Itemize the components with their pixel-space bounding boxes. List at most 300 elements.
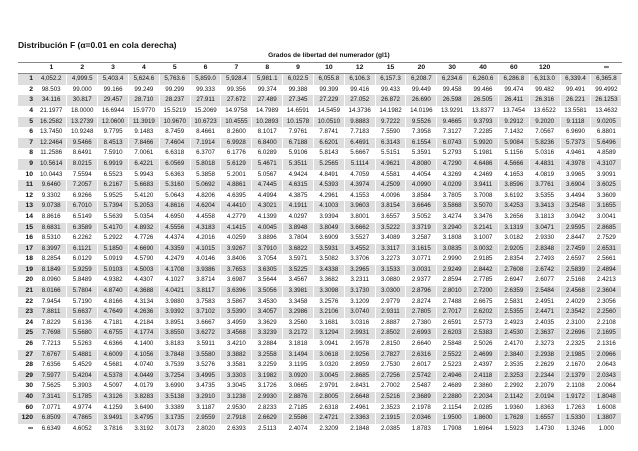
table-body (18, 74, 622, 435)
table-cell: 5.4120 (128, 191, 159, 202)
table-cell: 4.0297 (283, 212, 314, 223)
table-cell: 10.1578 (283, 117, 314, 128)
table-cell: 9.6460 (36, 180, 67, 191)
table-cell: 3.6557 (375, 212, 406, 223)
table-row (18, 201, 622, 212)
table-cell: 6.6201 (313, 138, 344, 149)
table-cell: 30.817 (67, 95, 98, 106)
table-cell: 27.345 (283, 95, 314, 106)
table-cell: 1.6557 (529, 413, 560, 424)
table-cell: 5.0567 (252, 170, 283, 181)
row-header-denominator-df: 26 (18, 339, 36, 350)
table-cell: 5.5263 (67, 339, 98, 350)
table-cell: 2.8354 (498, 254, 529, 265)
table-cell: 2.1978 (406, 403, 437, 414)
table-cell: 2.1695 (591, 328, 622, 339)
table-cell: 2.5026 (468, 339, 499, 350)
row-header-denominator-df: 23 (18, 307, 36, 318)
table-cell: 2.4894 (591, 265, 622, 276)
table-cell: 4.8932 (128, 223, 159, 234)
table-cell: 2.0064 (591, 381, 622, 392)
table-cell: 6.8400 (252, 138, 283, 149)
table-cell: 9.0205 (591, 117, 622, 128)
table-cell: 9.4665 (437, 117, 468, 128)
table-row (18, 233, 622, 244)
table-cell: 2.9330 (529, 233, 560, 244)
table-cell: 4.8616 (159, 201, 190, 212)
table-cell: 2.0285 (468, 403, 499, 414)
table-cell: 1.5330 (560, 413, 591, 424)
table-cell: 2.9185 (468, 254, 499, 265)
column-header-row (18, 62, 622, 74)
table-cell: 3.3882 (221, 350, 252, 361)
table-cell: 6.2262 (67, 233, 98, 244)
table-cell: 3.8948 (283, 223, 314, 234)
table-cell: 4.5378 (98, 371, 129, 382)
table-cell: 4.2479 (159, 254, 190, 265)
table-cell: 2.5848 (437, 339, 468, 350)
table-cell: 21.1977 (36, 106, 67, 117)
table-cell: 15.2069 (190, 106, 221, 117)
table-cell: 4.4410 (221, 201, 252, 212)
table-row (18, 74, 622, 85)
table-cell: 5.5680 (67, 328, 98, 339)
table-cell: 4.5393 (313, 180, 344, 191)
table-cell: 5.3903 (67, 381, 98, 392)
table-cell: 2.5168 (560, 275, 591, 286)
table-cell: 3.1238 (221, 392, 252, 403)
table-row (18, 223, 622, 234)
table-cell: 3.4089 (375, 233, 406, 244)
table-cell: 3.2106 (313, 307, 344, 318)
table-cell: 3.7539 (159, 360, 190, 371)
table-cell: 6.8509 (36, 413, 67, 424)
table-cell: 2.4035 (529, 318, 560, 329)
column-header: 15 (375, 62, 406, 74)
table-cell: 2.5661 (591, 254, 622, 265)
table-cell: 2.2880 (437, 392, 468, 403)
table-cell: 4,999.5 (67, 74, 98, 85)
table-row (18, 328, 622, 339)
table-cell: 4.6950 (159, 212, 190, 223)
table-cell: 4.2469 (468, 170, 499, 181)
table-cell: 3.4530 (252, 297, 283, 308)
table-cell: 7.8229 (36, 318, 67, 329)
table-cell: 5.3591 (406, 148, 437, 159)
table-cell: 4.2509 (375, 180, 406, 191)
row-header-denominator-df: 13 (18, 201, 36, 212)
table-cell: 26.1253 (591, 95, 622, 106)
table-cell: 3.0045 (313, 371, 344, 382)
table-cell: 5.7373 (560, 138, 591, 149)
table-cell: 3.1209 (344, 297, 375, 308)
row-header-denominator-df: 24 (18, 318, 36, 329)
table-cell: 8.2854 (36, 254, 67, 265)
table-cell: 4.1259 (98, 403, 129, 414)
table-cell: 2.7488 (437, 297, 468, 308)
table-cell: 2.4961 (344, 403, 375, 414)
table-cell: 3.0182 (498, 233, 529, 244)
table-cell: 3.1726 (252, 381, 283, 392)
table-cell: 3.5082 (313, 254, 344, 265)
table-cell: 2.9791 (313, 381, 344, 392)
table-cell: 1.8600 (468, 413, 499, 424)
table-cell: 2.7805 (406, 307, 437, 318)
table-cell: 5.7394 (98, 201, 129, 212)
table-cell: 3.4494 (560, 191, 591, 202)
table-cell: 18.0000 (67, 106, 98, 117)
table-cell: 4.6315 (283, 180, 314, 191)
table-cell: 7.1914 (190, 138, 221, 149)
row-header-denominator-df: 2 (18, 85, 36, 96)
table-cell: 5.6637 (67, 307, 98, 318)
table-cell: 7.6356 (36, 360, 67, 371)
table-cell: 2.4074 (283, 424, 314, 435)
table-cell: 26.690 (406, 95, 437, 106)
table-cell: 4.8589 (591, 148, 622, 159)
table-cell: 10.9248 (67, 127, 98, 138)
table-cell: 26.411 (498, 95, 529, 106)
table-cell: 6,022.5 (283, 74, 314, 85)
table-cell: 4.5556 (159, 223, 190, 234)
table-cell: 7.5625 (36, 381, 67, 392)
table-cell: 5.1114 (344, 159, 375, 170)
table-row (18, 339, 622, 350)
table-cell: 2.7200 (468, 286, 499, 297)
table-cell: 4.3107 (591, 159, 622, 170)
table-cell: 3.1615 (406, 244, 437, 255)
table-cell: 6,234.6 (437, 74, 468, 85)
row-header-denominator-df: 18 (18, 254, 36, 265)
table-cell: 6.5523 (98, 170, 129, 181)
table-row (18, 392, 622, 403)
row-header-denominator-df: 8 (18, 148, 36, 159)
table-cell: 3.1533 (375, 265, 406, 276)
table-cell: 99.458 (437, 85, 468, 96)
table-cell: 3.2141 (468, 223, 499, 234)
row-header-denominator-df: 17 (18, 244, 36, 255)
table-cell: 5.9920 (468, 138, 499, 149)
table-cell: 2.5383 (468, 328, 499, 339)
table-cell: 3.8001 (344, 212, 375, 223)
table-cell: 4.6009 (98, 350, 129, 361)
table-cell: 6.4691 (344, 138, 375, 149)
table-cell: 3.1681 (313, 318, 344, 329)
table-cell: 3.8049 (313, 223, 344, 234)
table-cell: 29.457 (98, 95, 129, 106)
table-cell: 4.1653 (498, 170, 529, 181)
table-cell: 5,981.1 (252, 74, 283, 85)
table-cell: 5.8143 (313, 148, 344, 159)
table-cell: 8.0215 (67, 159, 98, 170)
row-header-denominator-df: 14 (18, 212, 36, 223)
table-cell: 2.0643 (591, 360, 622, 371)
table-cell: 6,286.8 (498, 74, 529, 85)
table-cell: 2.8233 (252, 403, 283, 414)
column-header: 2 (67, 62, 98, 74)
table-cell: 2.7459 (560, 244, 591, 255)
column-header: 30 (437, 62, 468, 74)
column-header: 120 (529, 62, 560, 74)
table-cell: 4.4994 (252, 191, 283, 202)
table-cell: 6.1554 (406, 138, 437, 149)
table-cell: 99.449 (406, 85, 437, 96)
table-cell: 10.5614 (36, 159, 67, 170)
table-cell: 3.3389 (159, 403, 190, 414)
row-header-denominator-df: 3 (18, 95, 36, 106)
table-cell: 3.7805 (437, 191, 468, 202)
table-cell: 2.4029 (560, 297, 591, 308)
table-cell: 3.2548 (560, 201, 591, 212)
table-cell: 2.3604 (591, 286, 622, 297)
table-cell: 5.1785 (67, 392, 98, 403)
table-cell: 3.0316 (344, 318, 375, 329)
table-cell: 3.3045 (221, 381, 252, 392)
table-cell: 4.2636 (128, 307, 159, 318)
table-cell: 3.5931 (313, 244, 344, 255)
table-cell: 4.1399 (252, 212, 283, 223)
table-cell: 6,157.3 (375, 74, 406, 85)
table-cell: 3.3719 (406, 223, 437, 234)
table-cell: 2.2344 (529, 371, 560, 382)
table-cell: 9.1483 (128, 127, 159, 138)
table-cell: 4.9774 (67, 403, 98, 414)
table-cell: 6,106.3 (344, 74, 375, 85)
table-cell: 5.9259 (67, 265, 98, 276)
table-cell: 2.0194 (529, 392, 560, 403)
table-cell: 4.2779 (221, 212, 252, 223)
table-row (18, 275, 622, 286)
table-cell: 14.7989 (252, 106, 283, 117)
table-cell: 13.5581 (560, 106, 591, 117)
corner-cell (18, 51, 36, 62)
table-cell: 2.7493 (529, 254, 560, 265)
table-cell: 5.0919 (98, 254, 129, 265)
table-cell: 4.1400 (128, 339, 159, 350)
table-cell: 8.4661 (190, 127, 221, 138)
table-cell: 3.6662 (344, 223, 375, 234)
column-header: 8 (252, 62, 283, 74)
table-cell: 5.9943 (128, 170, 159, 181)
row-header-denominator-df: 29 (18, 371, 36, 382)
table-cell: 4.8491 (313, 170, 344, 181)
table-cell: 7.6767 (36, 350, 67, 361)
table-cell: 3.7583 (190, 297, 221, 308)
table-cell: 3.5580 (190, 350, 221, 361)
table-cell: 4.6395 (221, 191, 252, 202)
table-cell: 3.7008 (468, 191, 499, 202)
table-cell: 13.9291 (437, 106, 468, 117)
table-cell: 7.1432 (498, 127, 529, 138)
table-cell: 2.6675 (468, 297, 499, 308)
table-cell: 2.5113 (252, 424, 283, 435)
table-cell: 3.6025 (591, 180, 622, 191)
table-cell: 2.6017 (406, 360, 437, 371)
table-cell: 3.7254 (159, 371, 190, 382)
table-cell: 3.5070 (468, 201, 499, 212)
table-cell: 5.3160 (159, 180, 190, 191)
table-cell: 5.8489 (67, 275, 98, 286)
table-cell: 1.6008 (591, 403, 622, 414)
table-cell: 2.1670 (560, 360, 591, 371)
table-cell: 3.1294 (313, 328, 344, 339)
table-cell: 2.9990 (437, 254, 468, 265)
table-cell: 2.8594 (437, 275, 468, 286)
table-cell: 3.9394 (313, 212, 344, 223)
table-cell: 5.4170 (98, 223, 129, 234)
table-cell: 2.9595 (560, 223, 591, 234)
row-header-denominator-df: 22 (18, 297, 36, 308)
table-cell: 4.2016 (190, 233, 221, 244)
table-cell: 3.0665 (283, 381, 314, 392)
table-cell: 5.4671 (252, 159, 283, 170)
table-cell: 2.9256 (344, 350, 375, 361)
table-cell: 3.0941 (313, 339, 344, 350)
page-title: Distribución F (α=0.01 en cola derecha) (18, 40, 177, 50)
table-cell: 7.3141 (36, 392, 67, 403)
table-cell: 5,859.0 (190, 74, 221, 85)
table-cell: 3.6646 (406, 201, 437, 212)
table-cell: 99.433 (375, 85, 406, 96)
table-cell: 4.3269 (437, 170, 468, 181)
table-cell: 3.3458 (283, 297, 314, 308)
table-cell: 1.8783 (406, 424, 437, 435)
table-cell: 26.316 (529, 95, 560, 106)
table-cell: 3.3303 (221, 371, 252, 382)
table-cell: 15.9770 (128, 106, 159, 117)
table-cell: 6.9266 (67, 191, 98, 202)
table-cell: 3.2558 (252, 350, 283, 361)
table-cell: 3.8117 (190, 286, 221, 297)
table-cell: 4.5666 (498, 159, 529, 170)
table-cell: 2.7918 (221, 413, 252, 424)
table-cell: 4.1911 (283, 201, 314, 212)
table-cell: 4.0819 (529, 170, 560, 181)
table-cell: 2.3273 (529, 339, 560, 350)
table-cell: 6,365.8 (591, 74, 622, 85)
table-cell: 2.5839 (560, 265, 591, 276)
table-cell: 3.2172 (283, 328, 314, 339)
table-cell: 2.1108 (560, 381, 591, 392)
column-header: 4 (128, 62, 159, 74)
table-cell: 9.7795 (98, 127, 129, 138)
table-cell: 3.4995 (190, 371, 221, 382)
table-cell: 3.6490 (128, 403, 159, 414)
table-cell: 2.5773 (468, 318, 499, 329)
table-cell: 14.1982 (375, 106, 406, 117)
table-cell: 2.6947 (498, 275, 529, 286)
table-cell: 8.0960 (36, 275, 67, 286)
table-cell: 9.3302 (36, 191, 67, 202)
table-cell: 3.3239 (252, 328, 283, 339)
table-cell: 2.7380 (406, 318, 437, 329)
table-cell: 5.4204 (67, 371, 98, 382)
table-cell: 4.1056 (128, 350, 159, 361)
table-cell: 2.7185 (283, 403, 314, 414)
table-cell: 3.1818 (283, 339, 314, 350)
table-cell: 2.1316 (591, 339, 622, 350)
table-cell: 3.5527 (344, 233, 375, 244)
table-cell: 4.5790 (128, 254, 159, 265)
table-cell: 5.3858 (190, 170, 221, 181)
table-cell: 2.5586 (283, 413, 314, 424)
table-row (18, 360, 622, 371)
table-cell: 3.5867 (221, 297, 252, 308)
table-cell: 3.0031 (406, 265, 437, 276)
table-cell: 2.4118 (468, 371, 499, 382)
table-cell: 2.8447 (560, 233, 591, 244)
column-header-pad (560, 62, 591, 74)
table-row (18, 106, 622, 117)
column-header: 12 (344, 62, 375, 74)
row-header-denominator-df: 11 (18, 180, 36, 191)
table-cell: 2.8274 (406, 297, 437, 308)
table-cell: 5.0316 (529, 148, 560, 159)
table-cell: 3.7848 (159, 350, 190, 361)
table-cell: 8.8616 (36, 212, 67, 223)
table-cell: 3.8714 (190, 275, 221, 286)
table-cell: 10.2893 (252, 117, 283, 128)
table-cell: 4.2184 (128, 318, 159, 329)
table-cell: 3.4568 (221, 328, 252, 339)
table-cell: 10.6723 (190, 117, 221, 128)
table-cell: 5.0354 (128, 212, 159, 223)
table-cell: 3.2273 (375, 254, 406, 265)
table-cell: 3.1655 (591, 201, 622, 212)
table-cell: 4.7181 (98, 318, 129, 329)
table-cell: 99.491 (560, 85, 591, 96)
f-distribution-table (18, 51, 622, 434)
table-cell: 4.7059 (344, 170, 375, 181)
table-cell: 5.1850 (98, 244, 129, 255)
table-cell: 3.0041 (591, 212, 622, 223)
column-header: 1 (36, 62, 67, 74)
table-cell: 99.299 (159, 85, 190, 96)
table-cell: 6.3143 (375, 138, 406, 149)
table-cell: 2.8442 (468, 265, 499, 276)
table-cell: 2.7827 (375, 350, 406, 361)
table-cell: 4.9461 (560, 148, 591, 159)
table-cell: 2.8796 (406, 286, 437, 297)
table-cell: 99.374 (252, 85, 283, 96)
table-cell: 2.3253 (498, 371, 529, 382)
table-cell: 4.7445 (252, 180, 283, 191)
table-cell: 11.2586 (36, 148, 67, 159)
table-row (18, 371, 622, 382)
table-cell: 4.1015 (190, 244, 221, 255)
table-cell: 9.5526 (406, 117, 437, 128)
table-cell: 2.8685 (591, 223, 622, 234)
table-cell: 4.4054 (406, 170, 437, 181)
table-cell: 2.2696 (560, 328, 591, 339)
table-cell: 2.6359 (498, 286, 529, 297)
table-cell: 99.399 (313, 85, 344, 96)
table-cell: 2.8876 (283, 392, 314, 403)
table-cell: 5,624.6 (128, 74, 159, 85)
table-cell: 2.8005 (313, 392, 344, 403)
table-cell: 99.249 (128, 85, 159, 96)
table-cell: 2.2034 (468, 392, 499, 403)
table-cell: 8.6491 (67, 148, 98, 159)
column-header: 7 (221, 62, 252, 74)
table-cell: 3.4210 (221, 339, 252, 350)
table-cell: 4.5581 (375, 170, 406, 181)
table-cell: 5.1981 (468, 148, 499, 159)
table-row (18, 191, 622, 202)
table-cell: 1.7263 (560, 403, 591, 414)
table-cell: 3.8951 (159, 318, 190, 329)
table-cell: 28.710 (128, 95, 159, 106)
